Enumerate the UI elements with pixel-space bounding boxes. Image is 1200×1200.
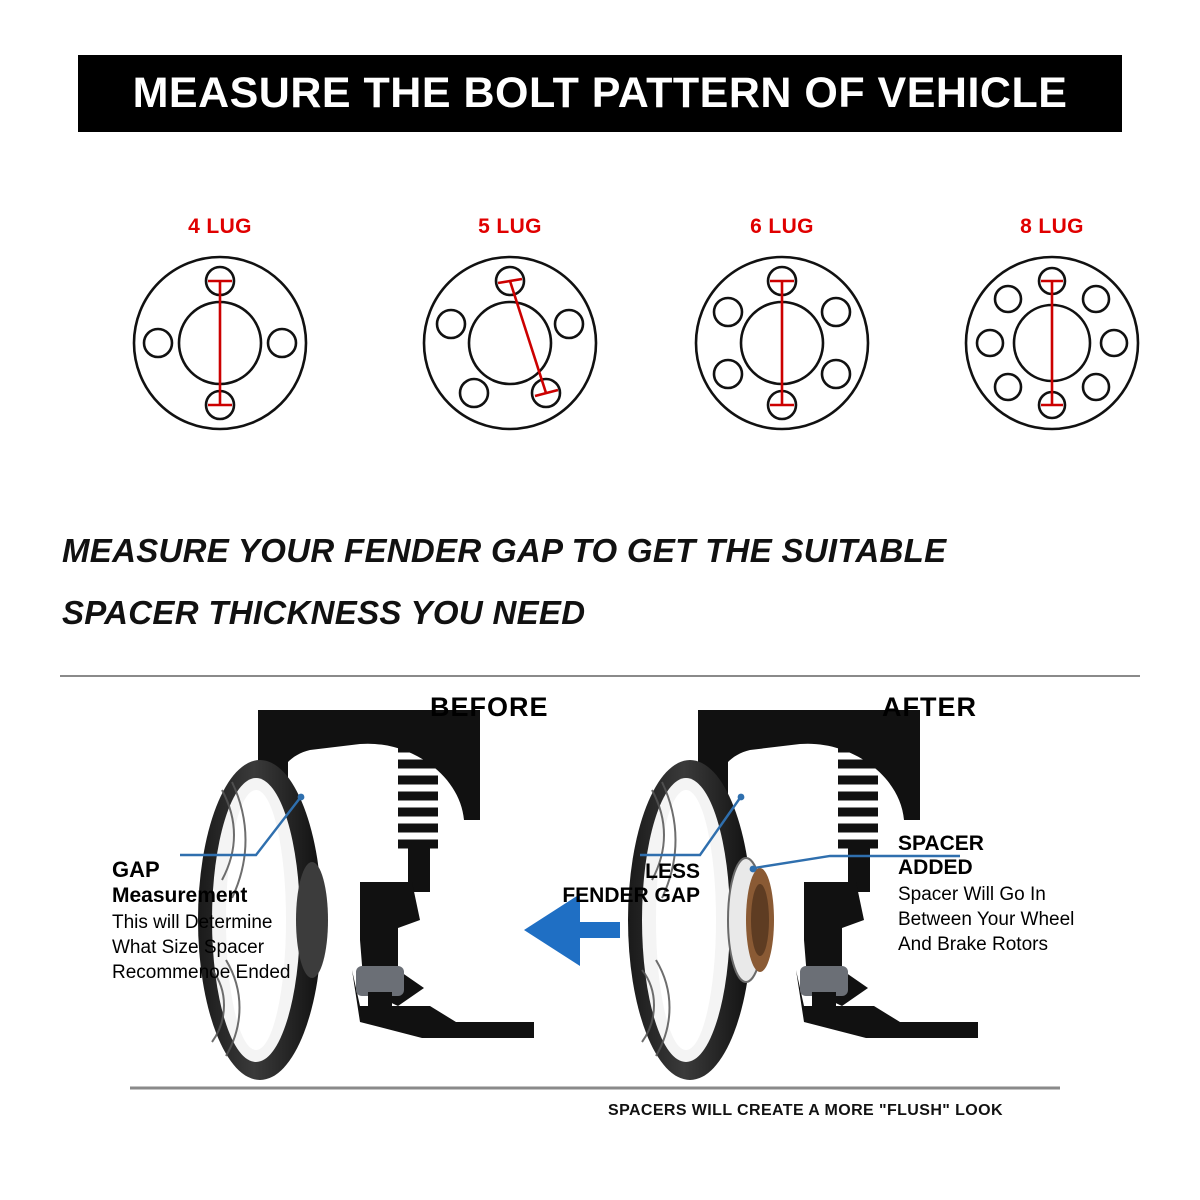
lug-pattern-6-label: 6 LUG (750, 215, 814, 238)
lug-pattern-4-diagram (100, 243, 340, 443)
header-banner (78, 55, 1122, 132)
fender-gap-instruction-line2: SPACER THICKNESS YOU NEED (62, 594, 586, 631)
spacer-added-body-3: And Brake Rotors (898, 934, 1048, 955)
lug-pattern-5 (390, 215, 630, 443)
before-callout-line-2: What Size Spacer (112, 937, 265, 958)
lug-pattern-6 (662, 215, 902, 443)
fender-gap-instruction (62, 520, 1142, 644)
after-callout-left (520, 860, 700, 908)
before-after-illustration (60, 670, 1140, 1140)
lug-pattern-row (60, 215, 1150, 445)
before-callout-title: GAP (112, 857, 160, 882)
spacer-added-body-2: Between Your Wheel (898, 909, 1075, 930)
lug-pattern-4 (100, 215, 340, 443)
lug-pattern-6-diagram (662, 243, 902, 443)
lug-pattern-8-label: 8 LUG (1020, 215, 1084, 238)
less-fender-gap-line1: LESS (645, 860, 700, 883)
before-callout (112, 857, 342, 985)
spacer-added-line1: SPACER (898, 832, 984, 855)
after-callout-right (898, 832, 1138, 957)
less-fender-gap-line2: FENDER GAP (562, 884, 700, 907)
spacer-added-line2: ADDED (898, 856, 973, 879)
before-heading: BEFORE (430, 692, 549, 722)
flush-look-note: SPACERS WILL CREATE A MORE "FLUSH" LOOK (608, 1102, 1003, 1119)
spacer-added-body-1: Spacer Will Go In (898, 884, 1046, 905)
fender-gap-instruction-line1: MEASURE YOUR FENDER GAP TO GET THE SUITABLE (62, 532, 947, 569)
page-title: MEASURE THE BOLT PATTERN OF VEHICLE (132, 69, 1068, 117)
lug-pattern-8-diagram (932, 243, 1172, 443)
lug-pattern-4-label: 4 LUG (188, 215, 252, 238)
before-callout-line-1: This will Determine (112, 912, 273, 933)
lug-pattern-5-label: 5 LUG (478, 215, 542, 238)
before-callout-line-3: Recommenoe Ended (112, 962, 291, 983)
lug-pattern-5-diagram (390, 243, 630, 443)
lug-pattern-8 (932, 215, 1172, 443)
after-heading: AFTER (882, 692, 977, 722)
before-callout-subtitle: Measurement (112, 884, 248, 907)
